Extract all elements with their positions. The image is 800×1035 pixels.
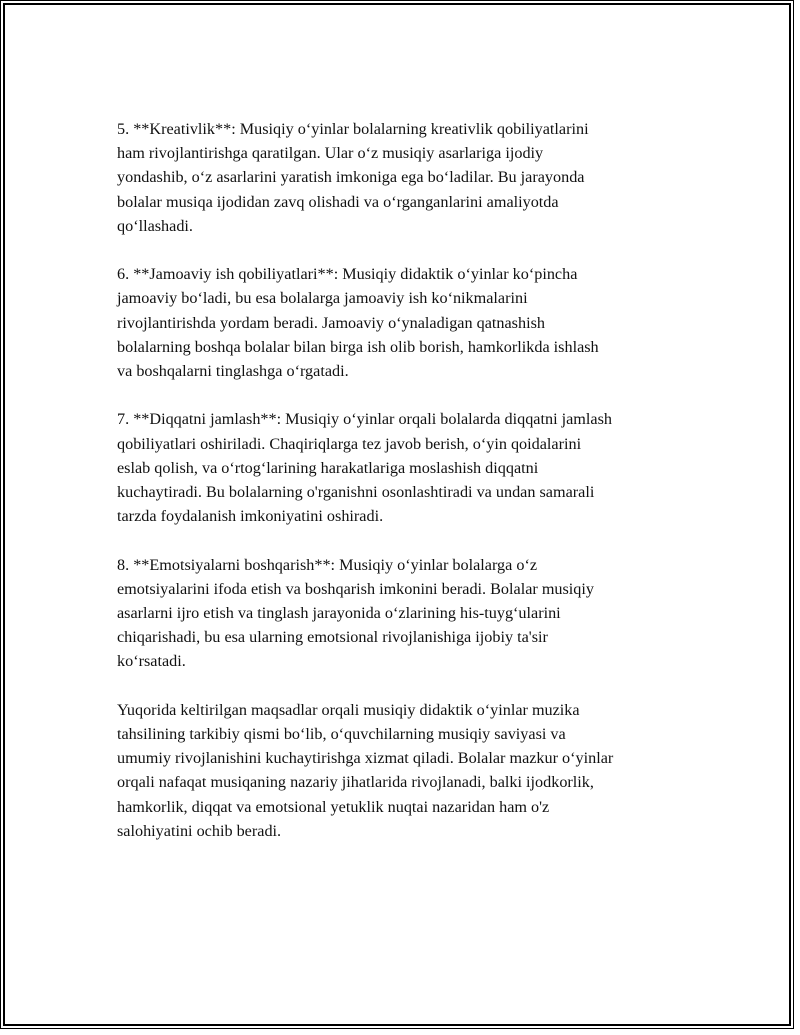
text-line: umumiy rivojlanishini kuchaytirishga xizmat qiladi. Bolalar mazkur o‘yinlar	[117, 749, 614, 768]
paragraph-diqqatni-jamlash	[117, 407, 697, 528]
text-line: 5. **Kreativlik**: Musiqiy o‘yinlar bolalarning kreativlik qobiliyatlarini	[117, 120, 589, 138]
paragraph-jamoaviy-ish	[117, 262, 697, 383]
paragraph-kreativlik	[117, 117, 697, 238]
text-line: qo‘llashadi.	[117, 216, 193, 235]
text-line: rivojlantirishda yordam beradi. Jamoaviy o‘ynaladigan qatnashish	[117, 313, 545, 332]
text-line: orqali nafaqat musiqaning nazariy jihatlarida rivojlanadi, balki ijodkorlik,	[117, 773, 594, 792]
text-line: kuchaytiradi. Bu bolalarning o'rganishni osonlashtiradi va undan samarali	[117, 483, 595, 502]
text-line: emotsiyalarini ifoda etish va boshqarish imkonini beradi. Bolalar musiqiy	[117, 579, 594, 598]
text-line: yondashib, o‘z asarlarini yaratish imkoniga ega bo‘ladilar. Bu jarayonda	[117, 168, 585, 187]
text-line: 8. **Emotsiyalarni boshqarish**: Musiqiy o‘yinlar bolalarga o‘z	[117, 555, 538, 574]
text-line: jamoaviy bo‘ladi, bu esa bolalarga jamoaviy ish ko‘nikmalarini	[117, 289, 528, 308]
paragraph-conclusion	[117, 698, 697, 843]
text-line: ko‘rsatadi.	[117, 652, 186, 671]
text-line: ham rivojlantirishga qaratilgan. Ular o‘z musiqiy asarlariga ijodiy	[117, 144, 544, 163]
text-line: 6. **Jamoaviy ish qobiliyatlari**: Musiqiy didaktik o‘yinlar ko‘pincha	[117, 265, 578, 284]
text-line: Yuqorida keltirilgan maqsadlar orqali musiqiy didaktik o‘yinlar muzika	[117, 700, 580, 719]
paragraph-emotsiyalar	[117, 553, 697, 674]
text-line: bolalar musiqa ijodidan zavq olishadi va o‘rganganlarini amaliyotda	[117, 192, 559, 211]
text-line: bolalarning boshqa bolalar bilan birga ish olib borish, hamkorlikda ishlash	[117, 337, 599, 356]
text-line: tarzda foydalanish imkoniyatini oshiradi.	[117, 507, 384, 526]
document-body	[117, 117, 697, 867]
text-line: qobiliyatlari oshiriladi. Chaqiriqlarga tez javob berish, o‘yin qoidalarini	[117, 434, 582, 453]
text-line: asarlarni ijro etish va tinglash jarayonida o‘zlarining his-tuyg‘ularini	[117, 604, 561, 623]
text-line: tahsilining tarkibiy qismi bo‘lib, o‘quvchilarning musiqiy saviyasi va	[117, 725, 566, 744]
text-line: va boshqalarni tinglashga o‘rgatadi.	[117, 362, 349, 381]
text-line: salohiyatini ochib beradi.	[117, 821, 282, 840]
text-line: chiqarishadi, bu esa ularning emotsional rivojlanishiga ijobiy ta'sir	[117, 628, 548, 647]
text-line: 7. **Diqqatni jamlash**: Musiqiy o‘yinlar orqali bolalarda diqqatni jamlash	[117, 410, 612, 429]
text-line: hamkorlik, diqqat va emotsional yetuklik nuqtai nazaridan ham o'z	[117, 797, 550, 816]
text-line: eslab qolish, va o‘rtog‘larining harakatlariga moslashish diqqatni	[117, 458, 539, 477]
